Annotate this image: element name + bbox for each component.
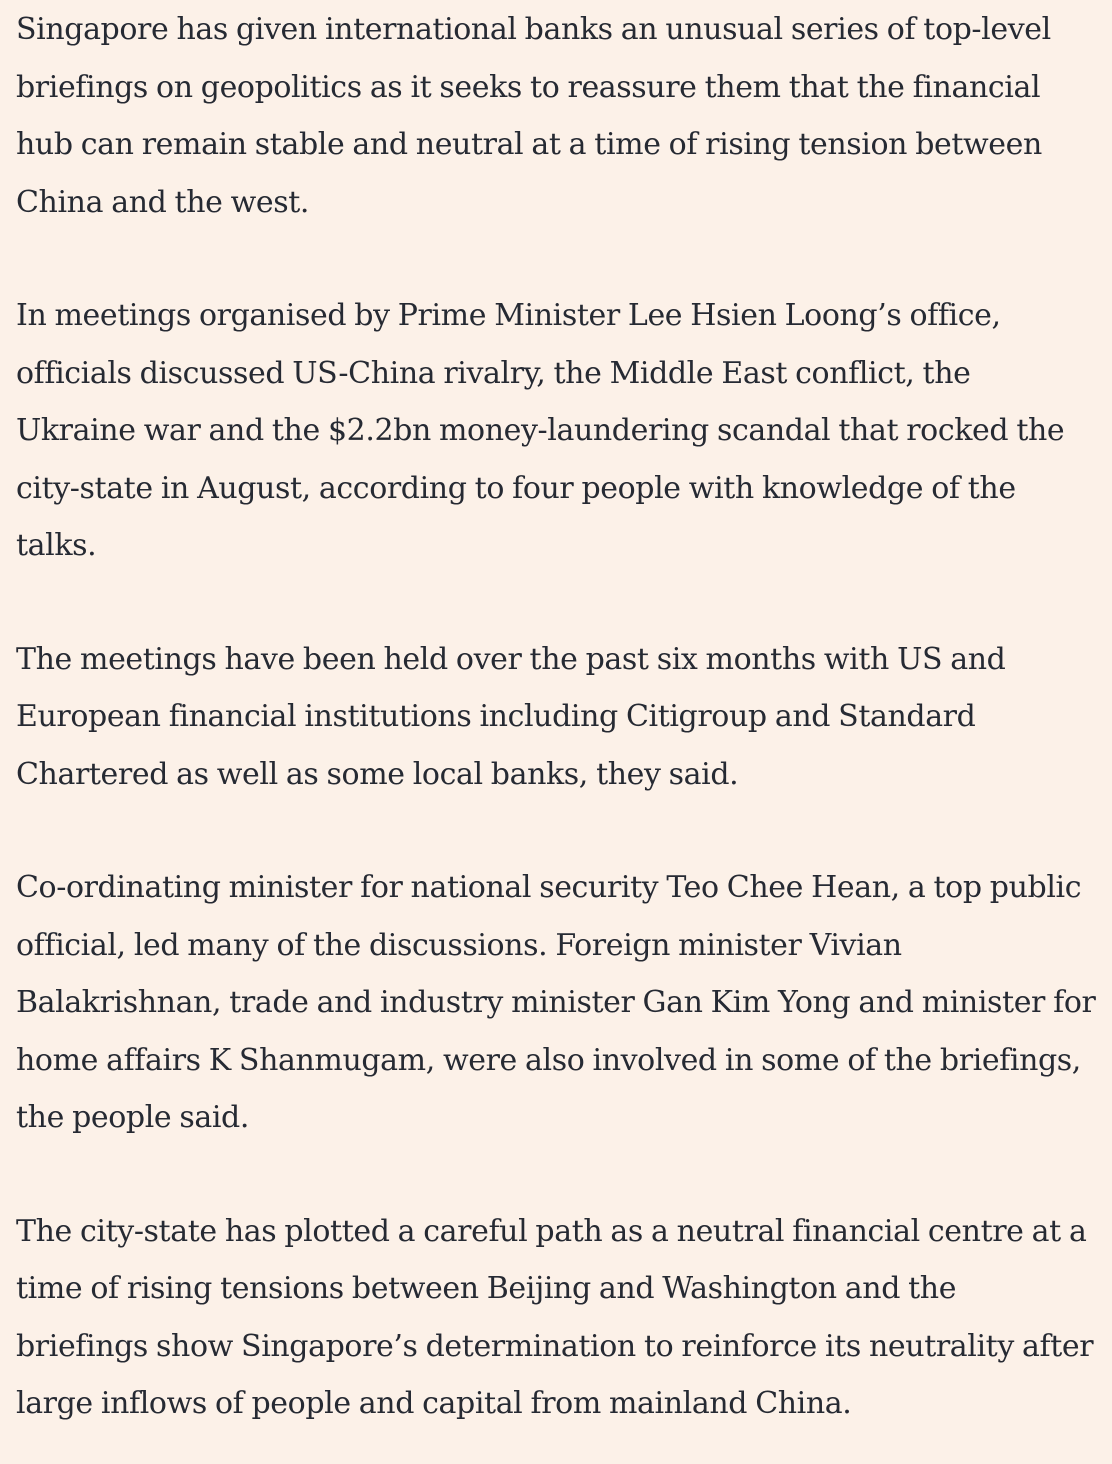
paragraph-spacer bbox=[16, 1147, 1096, 1203]
paragraph-spacer bbox=[16, 231, 1096, 287]
article-paragraph: The meetings have been held over the past six months with US and European financial institutions including Citigroup and Standard Chartered as well as some local banks, they said. bbox=[16, 641, 1006, 792]
article-paragraph: Singapore has given international banks an unusual series of top-level briefings on geopolitics as it seeks to reassure them that the financial hub can remain stable and neutral at a time of rising tension between China and the west. bbox=[16, 12, 1051, 220]
article-paragraph: The city-state has plotted a careful path as a neutral financial centre at a time of rising tensions between Beijing and Washington and the briefings show Singapore’s determination to reinforce its neutrality after large inflows of people and capital from mainland China. bbox=[16, 1213, 1094, 1421]
article-paragraph: In meetings organised by Prime Minister Lee Hsien Loong’s office, officials discussed US-China rivalry, the Middle East conflict, the Ukraine war and the $2.2bn money-laundering scandal that rocked the city-state in August, according to four people with knowledge of the talks. bbox=[16, 298, 1065, 563]
paragraph-spacer bbox=[16, 803, 1096, 859]
paragraph-spacer bbox=[16, 575, 1096, 631]
article-paragraph: Co-ordinating minister for national security Teo Chee Hean, a top public official, led many of the discussions. Foreign minister Vivian Balakrishnan, trade and industry minister Gan Kim Yong and minister for home affairs K Shanmugam, were also involved in some of the briefings, the people said. bbox=[16, 870, 1096, 1135]
